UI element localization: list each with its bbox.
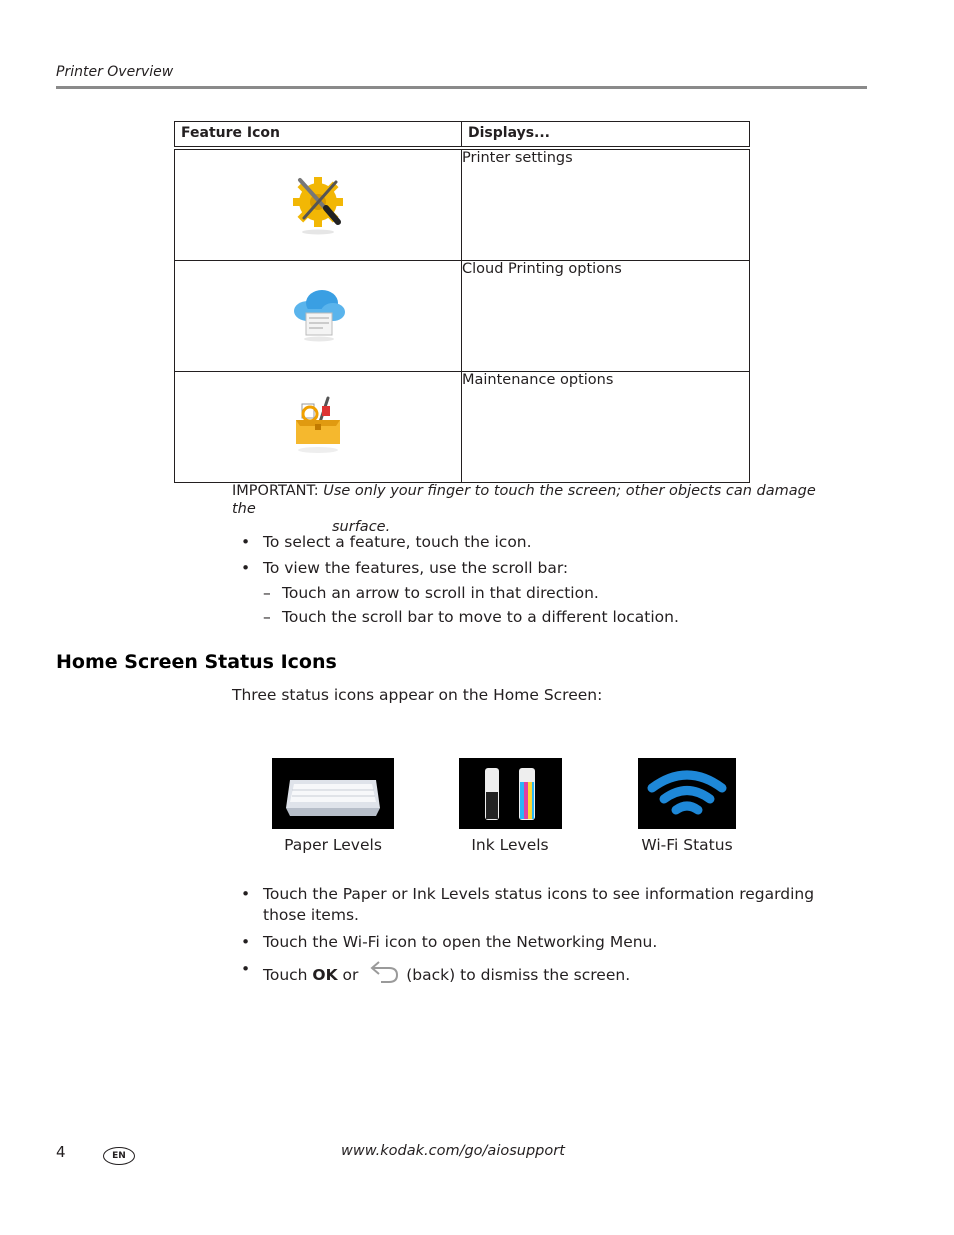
important-label: IMPORTANT: [232, 483, 319, 499]
feature-description: Maintenance options [462, 371, 750, 482]
language-badge: EN [103, 1147, 135, 1165]
feature-description: Cloud Printing options [462, 260, 750, 371]
toolbox-icon [288, 394, 348, 460]
usage-bullets [232, 529, 852, 629]
feature-description: Printer settings [462, 148, 750, 261]
list-item: • To select a feature, touch the icon. [232, 529, 852, 555]
page-number: 4 [56, 1143, 66, 1161]
running-header: Printer Overview [56, 64, 174, 80]
table-row [175, 371, 750, 482]
status-paper-levels [266, 758, 400, 854]
section-intro: Three status icons appear on the Home Screen: [232, 686, 603, 704]
status-label: Ink Levels [471, 836, 549, 854]
list-item: • Touch the Wi-Fi icon to open the Networking Menu. [232, 932, 852, 953]
list-item: – Touch the scroll bar to move to a different location. [263, 605, 852, 629]
feature-icon-table [174, 121, 750, 483]
status-label: Paper Levels [284, 836, 382, 854]
col-header-feature-icon: Feature Icon [175, 122, 462, 148]
support-url[interactable]: www.kodak.com/go/aiosupport [341, 1143, 565, 1159]
section-heading: Home Screen Status Icons [56, 651, 337, 673]
list-item: – Touch an arrow to scroll in that direction. [263, 581, 852, 605]
status-label: Wi-Fi Status [641, 836, 733, 854]
ink-cartridges-icon [459, 758, 562, 829]
back-arrow-icon [369, 959, 401, 985]
important-text-cont: surface. [332, 519, 391, 535]
header-rule [56, 86, 867, 89]
list-item: • Touch the Paper or Ink Levels status icons to see information regarding those items. [232, 884, 852, 926]
wifi-icon [638, 758, 736, 829]
ok-label: OK [312, 966, 338, 984]
list-item: • Touch OK or (back) to dismiss the screen. [232, 959, 852, 986]
cloud-printer-icon [288, 283, 348, 347]
important-note [232, 482, 842, 536]
scroll-sub-list [263, 581, 852, 629]
col-header-displays: Displays... [462, 122, 750, 148]
list-item: • To view the features, use the scroll bar: – Touch an arrow to scroll in that direction. – Touch the scroll bar to move to a different location. [232, 555, 852, 629]
table-row [175, 148, 750, 261]
paper-tray-icon [272, 758, 394, 829]
status-bullets [232, 884, 852, 992]
table-row [175, 260, 750, 371]
important-text: Use only your finger to touch the screen; other objects can damage the [232, 483, 816, 517]
status-ink-levels [450, 758, 570, 854]
status-wifi [626, 758, 748, 854]
gear-wrench-icon [290, 172, 346, 240]
